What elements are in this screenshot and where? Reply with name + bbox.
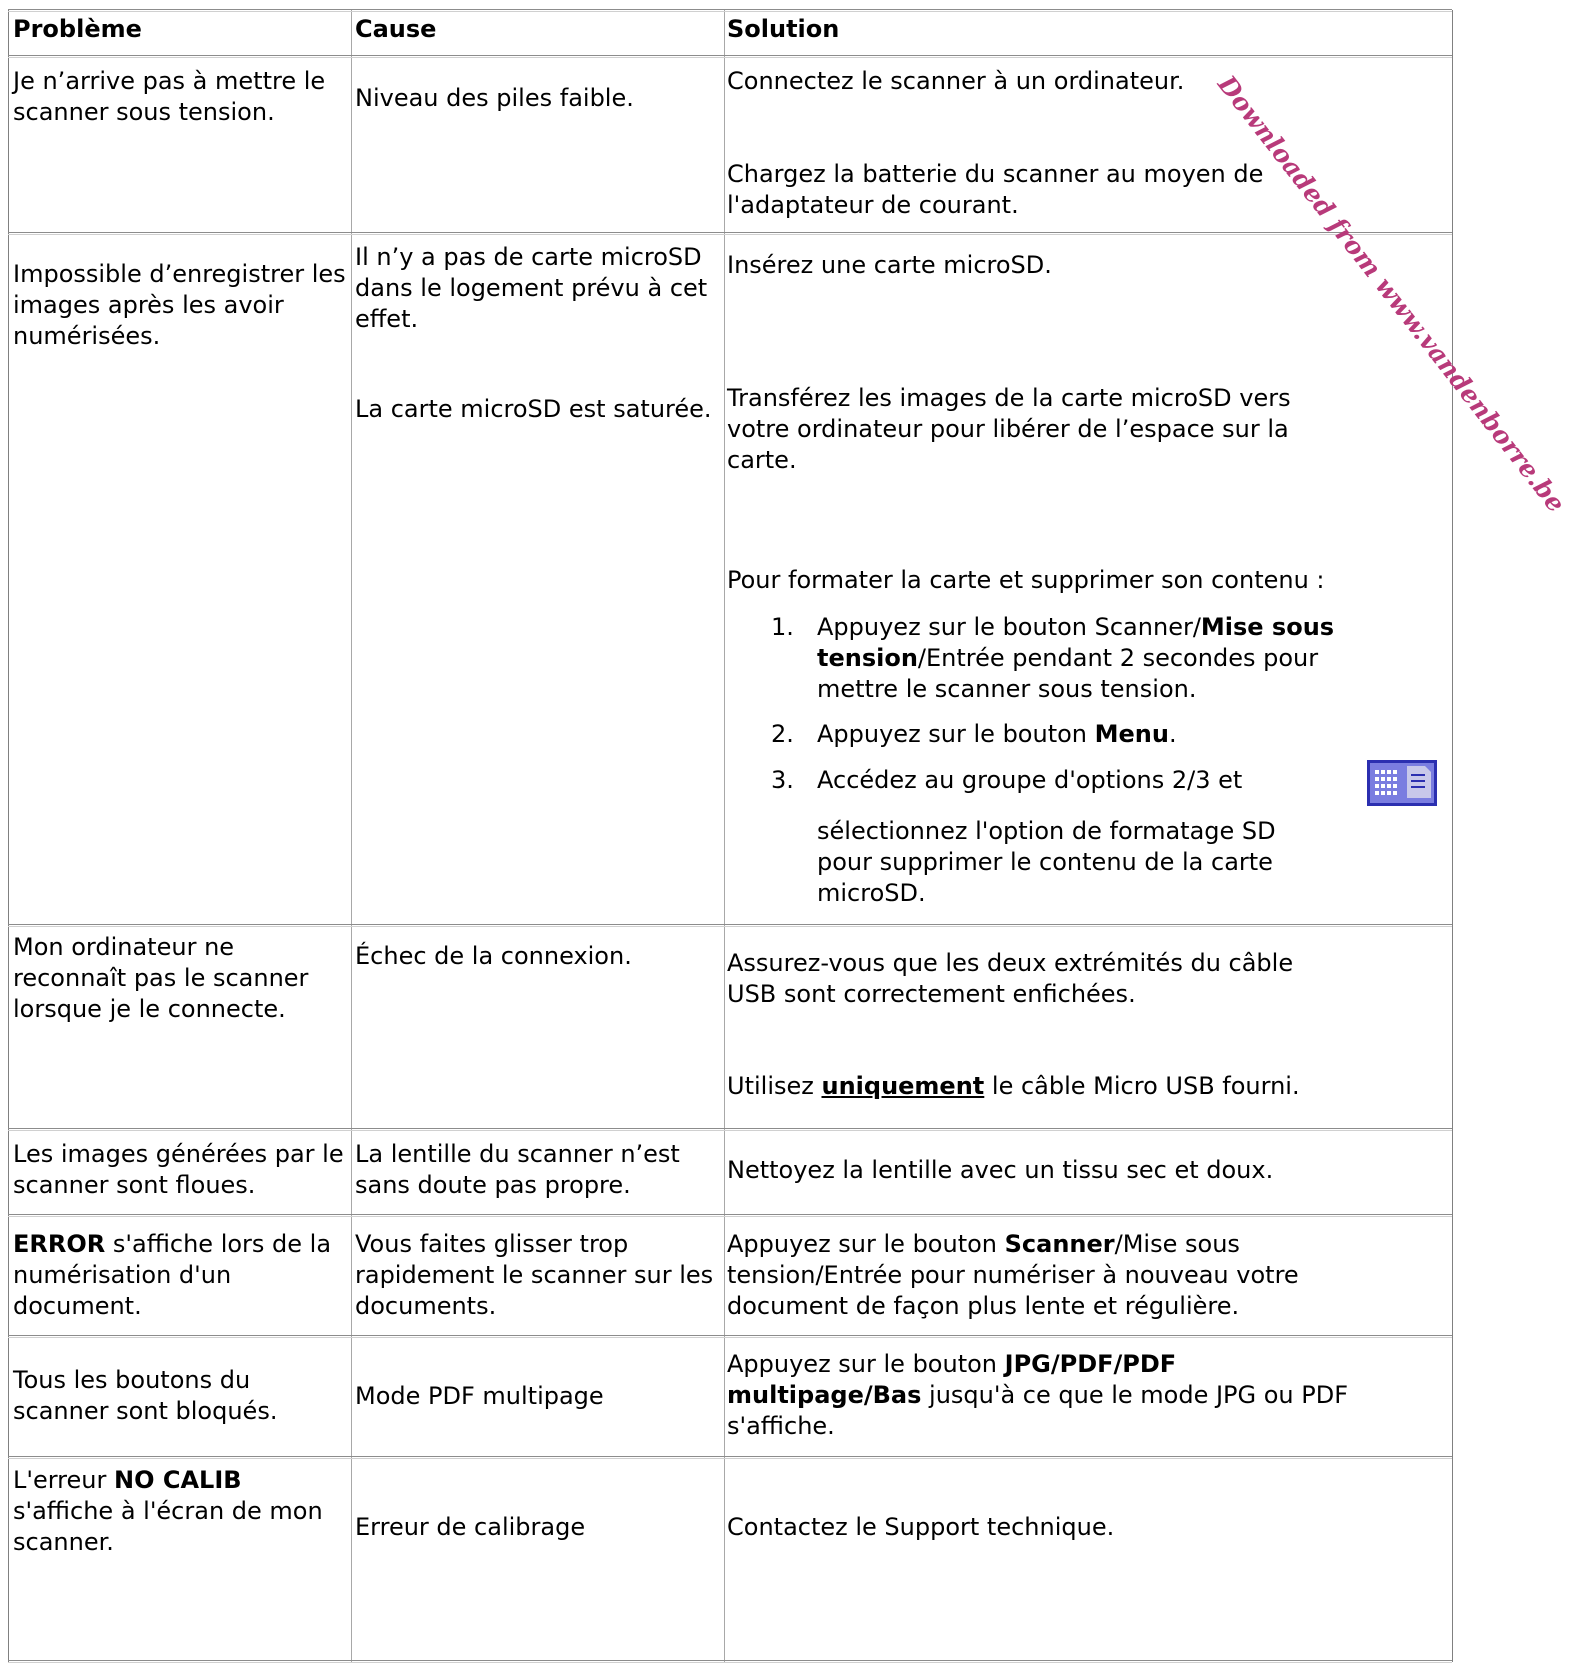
row-divider [8, 1128, 1452, 1129]
row2-solution-1: Insérez une carte microSD. [727, 251, 1052, 279]
row3-solution-1: Assurez-vous que les deux extrémités du câble USB sont correctement enfichées. [727, 949, 1294, 1008]
format-step-continuation: sélectionnez l'option de formatage SD pour supprimer le contenu de la carte microSD. [817, 817, 1276, 907]
row-divider [8, 232, 1452, 233]
column-divider-2 [724, 10, 725, 1662]
row5-problem: ERROR s'affiche lors de la numérisation d'un document. [13, 1230, 332, 1320]
row3-solution-2: Utilisez uniquement le câble Micro USB fourni. [727, 1072, 1300, 1100]
sd-format-icon [1367, 760, 1437, 806]
row5-cause: Vous faites glisser trop rapidement le scanner sur les documents. [355, 1230, 714, 1320]
row7-problem: L'erreur NO CALIB s'affiche à l'écran de mon scanner. [13, 1466, 323, 1556]
row7-cause: Erreur de calibrage [355, 1513, 586, 1541]
row2-problem: Impossible d’enregistrer les images après les avoir numérisées. [13, 260, 346, 350]
row6-cause: Mode PDF multipage [355, 1382, 604, 1410]
row2-solution-2: Transférez les images de la carte microSD vers votre ordinateur pour libérer de l’espace sur la carte. [727, 384, 1291, 474]
row4-problem: Les images générées par le scanner sont floues. [13, 1140, 344, 1199]
row-divider [8, 924, 1452, 925]
row7-solution: Contactez le Support technique. [727, 1513, 1115, 1541]
header-cause: Cause [355, 15, 437, 43]
row-divider [8, 9, 1452, 10]
row2-cause-2: La carte microSD est saturée. [355, 395, 712, 423]
row3-problem: Mon ordinateur ne reconnaît pas le scanner lorsque je le connecte. [13, 933, 309, 1023]
column-divider-1 [351, 10, 352, 1662]
format-step: 2. Appuyez sur le bouton Menu. [771, 720, 1177, 748]
row5-solution: Appuyez sur le bouton Scanner/Mise sous tension/Entrée pour numériser à nouveau votre document de façon plus lente et régulière. [727, 1230, 1299, 1320]
row-divider [8, 1660, 1452, 1661]
row6-solution: Appuyez sur le bouton JPG/PDF/PDF multipage/Bas jusqu'à ce que le mode JPG ou PDF s'affiche. [727, 1350, 1349, 1440]
row6-problem: Tous les boutons du scanner sont bloqués. [13, 1366, 278, 1425]
row-divider [8, 55, 1452, 56]
row3-cause: Échec de la connexion. [355, 942, 632, 970]
row1-solution-2: Chargez la batterie du scanner au moyen de l'adaptateur de courant. [727, 160, 1264, 219]
row-divider [8, 1335, 1452, 1336]
header-solution: Solution [727, 15, 840, 43]
row-divider [8, 1214, 1452, 1215]
row2-cause-1: Il n’y a pas de carte microSD dans le logement prévu à cet effet. [355, 243, 708, 333]
row1-problem: Je n’arrive pas à mettre le scanner sous tension. [13, 67, 326, 126]
row2-solution-3: Pour formater la carte et supprimer son contenu : [727, 566, 1325, 594]
row1-solution-1: Connectez le scanner à un ordinateur. [727, 67, 1185, 95]
row-divider [8, 1456, 1452, 1457]
table-border-right [1452, 10, 1453, 1662]
format-step: 1. Appuyez sur le bouton Scanner/Mise sous tension/Entrée pendant 2 secondes pour mettre le scanner sous tension. [771, 613, 1335, 703]
header-problem: Problème [13, 15, 142, 43]
watermark: Downloaded from www.vandenborre.be [1212, 70, 1571, 518]
row1-cause: Niveau des piles faible. [355, 84, 634, 112]
format-step: 3. Accédez au groupe d'options 2/3 et [771, 766, 1243, 794]
table-border-left [8, 10, 9, 1662]
row4-cause: La lentille du scanner n’est sans doute pas propre. [355, 1140, 680, 1199]
row4-solution: Nettoyez la lentille avec un tissu sec et doux. [727, 1156, 1274, 1184]
